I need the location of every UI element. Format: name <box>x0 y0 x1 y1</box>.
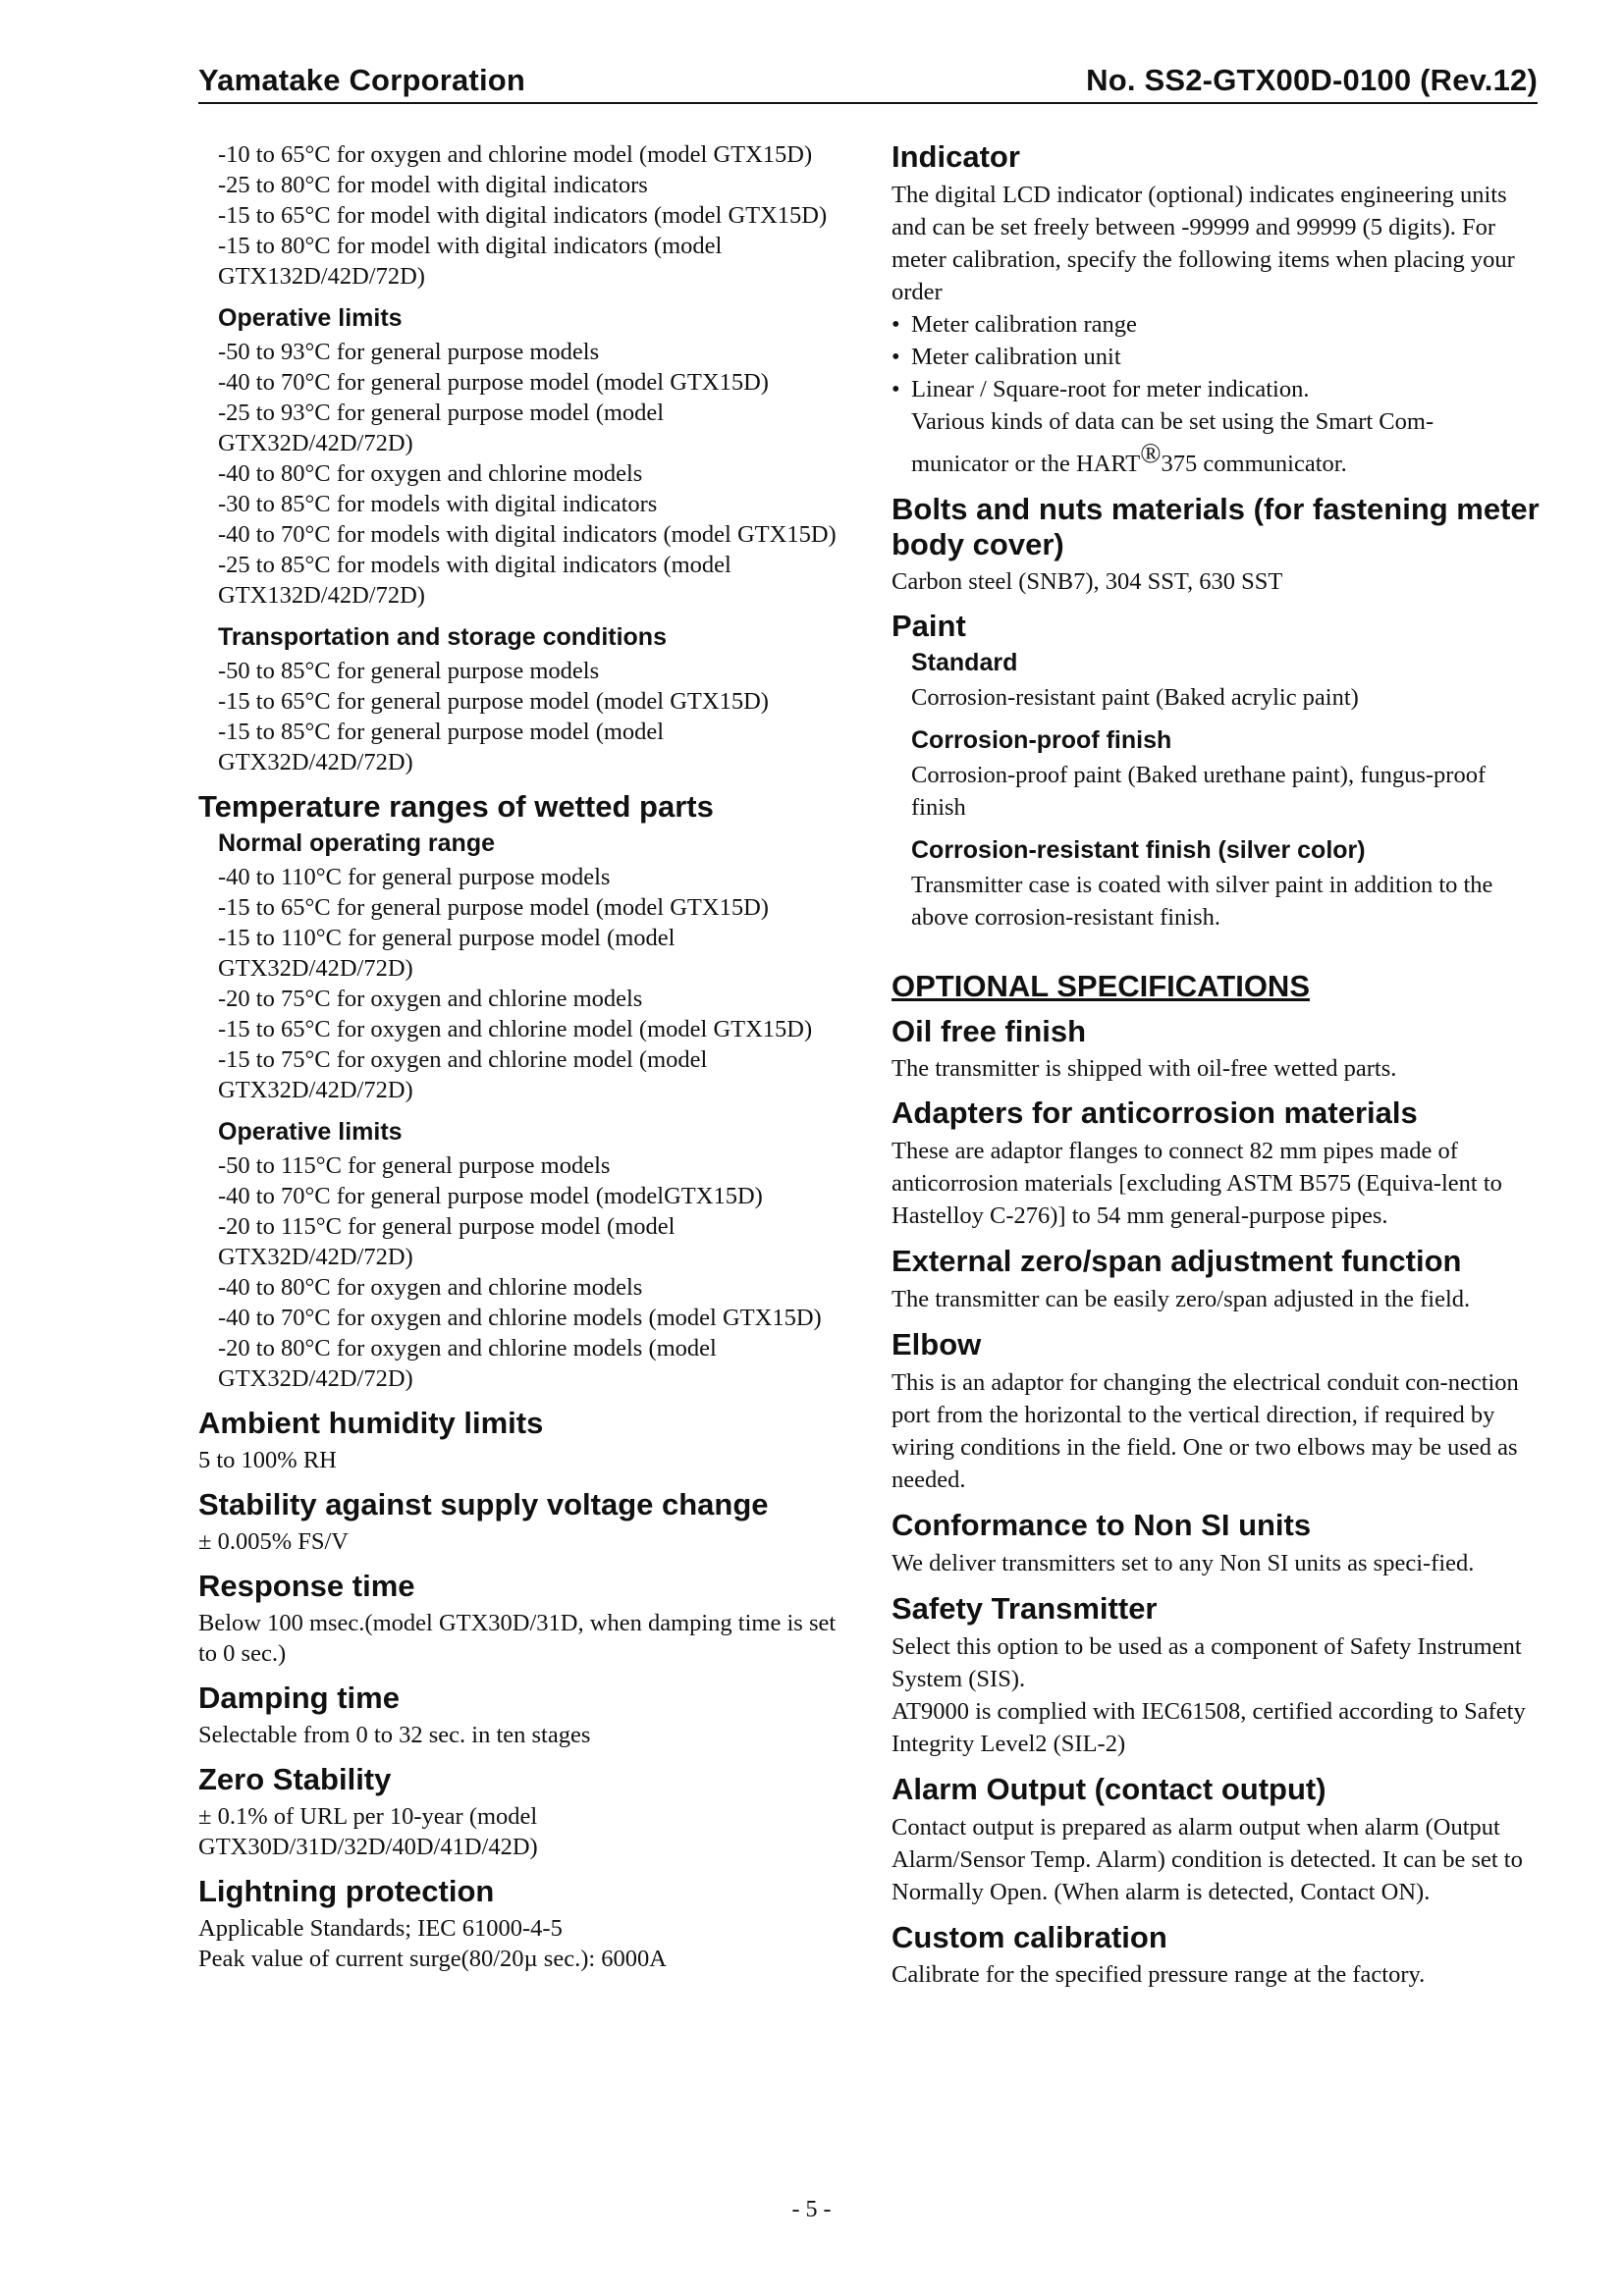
indicator-hart-model: 375 communicator. <box>1161 451 1347 477</box>
external-adjustment-heading: External zero/span adjustment function <box>892 1244 1462 1278</box>
optional-specifications-heading: OPTIONAL SPECIFICATIONS <box>892 969 1310 1003</box>
spec-line: -15 to 110°C for general purpose model (model GTX32D/42D/72D) <box>218 925 676 982</box>
standard-paint-heading: Standard <box>911 649 1018 676</box>
corrosion-proof-text: Corrosion-proof paint (Baked urethane paint), fungus-proof finish <box>911 762 1487 821</box>
document-number: No. SS2-GTX00D-0100 (Rev.12) <box>1086 63 1538 97</box>
non-si-heading: Conformance to Non SI units <box>892 1508 1312 1542</box>
silver-finish-text: Transmitter case is coated with silver paint in addition to the above corrosion-resistant finish. <box>911 872 1493 931</box>
page-header <box>198 63 1538 104</box>
silver-finish-heading: Corrosion-resistant finish (silver color) <box>911 836 1366 864</box>
damping-time-heading: Damping time <box>198 1681 400 1715</box>
indicator-text: The digital LCD indicator (optional) indicates engineering units and can be set freely between -99999 and 99999 (5 digits). For meter calibration, specify the following items when placing your order <box>892 182 1515 305</box>
damping-time-text: Selectable from 0 to 32 sec. in ten stages <box>198 1722 591 1748</box>
spec-line: -20 to 115°C for general purpose model (model GTX32D/42D/72D) <box>218 1213 676 1270</box>
normal-range-heading: Normal operating range <box>218 829 495 857</box>
spec-line: -50 to 85°C for general purpose models <box>218 658 600 684</box>
transport-storage-heading: Transportation and storage conditions <box>218 623 667 651</box>
spec-line: -40 to 80°C for oxygen and chlorine models <box>218 460 643 487</box>
spec-line: -15 to 65°C for model with digital indicators (model GTX15D) <box>218 202 828 229</box>
elbow-heading: Elbow <box>892 1327 982 1362</box>
wetted-parts-heading: Temperature ranges of wetted parts <box>198 789 714 824</box>
ambient-temp-continued <box>218 139 846 292</box>
registered-mark: ® <box>1140 439 1162 469</box>
standard-paint-text: Corrosion-resistant paint (Baked acrylic paint) <box>911 684 1359 711</box>
zero-stability-text: ± 0.1% of URL per 10-year (model GTX30D/31D/32D/40D/41D/42D) <box>198 1803 538 1860</box>
oil-free-heading: Oil free finish <box>892 1014 1087 1048</box>
corrosion-proof-heading: Corrosion-proof finish <box>911 726 1172 754</box>
adapters-text: These are adaptor flanges to connect 82 mm pipes made of anticorrosion materials [excluding ASTM B575 (Equiva-lent to Hastelloy C-276)] to 54 mm general-purpose pipes. <box>892 1138 1502 1229</box>
spec-line: -20 to 75°C for oxygen and chlorine models <box>218 986 643 1012</box>
list-item: • Meter calibration range <box>892 308 1540 341</box>
spec-line: -40 to 110°C for general purpose models <box>218 864 611 890</box>
operative-limits-heading: Operative limits <box>218 304 403 332</box>
oil-free-text: The transmitter is shipped with oil-free wetted parts. <box>892 1055 1397 1082</box>
operative-limits-list <box>218 1150 846 1394</box>
spec-line: -15 to 65°C for general purpose model (model GTX15D) <box>218 688 769 715</box>
lightning-standard-text: Applicable Standards; IEC 61000-4-5 <box>198 1915 563 1942</box>
spec-line: -40 to 70°C for general purpose model (model GTX15D) <box>218 369 769 396</box>
spec-line: -30 to 85°C for models with digital indicators <box>218 491 658 517</box>
safety-transmitter-text: Select this option to be used as a component of Safety Instrument System (SIS). <box>892 1633 1522 1692</box>
spec-line: -40 to 70°C for models with digital indicators (model GTX15D) <box>218 521 837 548</box>
indicator-hart-text: municator or the HART <box>911 451 1141 477</box>
list-item: • Linear / Square-root for meter indication. <box>892 373 1540 405</box>
right-column <box>892 139 1540 1990</box>
safety-transmitter-heading: Safety Transmitter <box>892 1591 1158 1626</box>
company-name: Yamatake Corporation <box>198 63 526 97</box>
spec-line: -15 to 65°C for oxygen and chlorine model (model GTX15D) <box>218 1016 813 1042</box>
left-column <box>198 139 846 1974</box>
stability-heading: Stability against supply voltage change <box>198 1487 769 1522</box>
custom-calibration-heading: Custom calibration <box>892 1920 1167 1954</box>
alarm-output-heading: Alarm Output (contact output) <box>892 1772 1326 1806</box>
spec-line: -20 to 80°C for oxygen and chlorine models (model GTX32D/42D/72D) <box>218 1335 717 1392</box>
transport-storage-list <box>218 656 846 777</box>
indicator-continuation: Various kinds of data can be set using the Smart Com- <box>911 408 1434 435</box>
bolts-nuts-text: Carbon steel (SNB7), 304 SST, 630 SST <box>892 568 1283 595</box>
custom-calibration-text: Calibrate for the specified pressure range at the factory. <box>892 1961 1426 1988</box>
humidity-text: 5 to 100% RH <box>198 1447 337 1473</box>
list-item: • Meter calibration unit <box>892 341 1540 373</box>
paint-heading: Paint <box>892 609 966 643</box>
spec-line: -10 to 65°C for oxygen and chlorine model (model GTX15D) <box>218 141 813 168</box>
operative-limits-heading: Operative limits <box>218 1118 403 1146</box>
spec-line: -50 to 93°C for general purpose models <box>218 339 600 365</box>
spec-line: -15 to 80°C for model with digital indicators (model GTX132D/42D/72D) <box>218 233 723 290</box>
spec-line: -25 to 93°C for general purpose model (model GTX32D/42D/72D) <box>218 400 665 456</box>
adapters-heading: Adapters for anticorrosion materials <box>892 1095 1418 1130</box>
stability-text: ± 0.005% FS/V <box>198 1528 349 1555</box>
indicator-heading: Indicator <box>892 139 1020 174</box>
spec-line: -25 to 85°C for models with digital indicators (model GTX132D/42D/72D) <box>218 552 731 609</box>
spec-line: -25 to 80°C for model with digital indicators <box>218 172 648 198</box>
safety-transmitter-certification: AT9000 is complied with IEC61508, certified according to Safety Integrity Level2 (SIL-2) <box>892 1698 1526 1757</box>
spec-line: -40 to 70°C for general purpose model (modelGTX15D) <box>218 1183 763 1209</box>
spec-line: -15 to 65°C for general purpose model (model GTX15D) <box>218 894 769 921</box>
indicator-bullet-list <box>892 308 1540 405</box>
lightning-protection-heading: Lightning protection <box>198 1874 495 1908</box>
lightning-surge-text: Peak value of current surge(80/20µ sec.): 6000A <box>198 1946 667 1972</box>
external-adjustment-text: The transmitter can be easily zero/span adjusted in the field. <box>892 1286 1471 1312</box>
response-time-text: Below 100 msec.(model GTX30D/31D, when damping time is set to 0 sec.) <box>198 1610 837 1667</box>
spec-line: -15 to 75°C for oxygen and chlorine model (model GTX32D/42D/72D) <box>218 1046 708 1103</box>
response-time-heading: Response time <box>198 1569 415 1603</box>
spec-line: -50 to 115°C for general purpose models <box>218 1152 611 1179</box>
page-number: - 5 - <box>791 2197 832 2222</box>
alarm-output-text: Contact output is prepared as alarm output when alarm (Output Alarm/Sensor Temp. Alarm) condition is detected. It can be set to Normally Open. (When alarm is detected, Contact ON). <box>892 1814 1523 1905</box>
elbow-text: This is an adaptor for changing the electrical conduit con-nection port from the horizontal to the vertical direction, if required by wiring conditions in the field. One or two elbows may be used as needed. <box>892 1369 1519 1493</box>
spec-line: -40 to 80°C for oxygen and chlorine models <box>218 1274 643 1301</box>
humidity-heading: Ambient humidity limits <box>198 1406 544 1440</box>
normal-range-list <box>218 862 846 1105</box>
indicator-continuation-hart <box>892 439 1540 480</box>
bolts-nuts-heading: Bolts and nuts materials (for fastening meter body cover) <box>892 492 1540 561</box>
spec-line: -15 to 85°C for general purpose model (model GTX32D/42D/72D) <box>218 719 665 775</box>
non-si-text: We deliver transmitters set to any Non SI units as speci-fied. <box>892 1550 1475 1576</box>
spec-line: -40 to 70°C for oxygen and chlorine models (model GTX15D) <box>218 1305 822 1331</box>
zero-stability-heading: Zero Stability <box>198 1762 392 1796</box>
operative-limits-list <box>218 337 846 611</box>
